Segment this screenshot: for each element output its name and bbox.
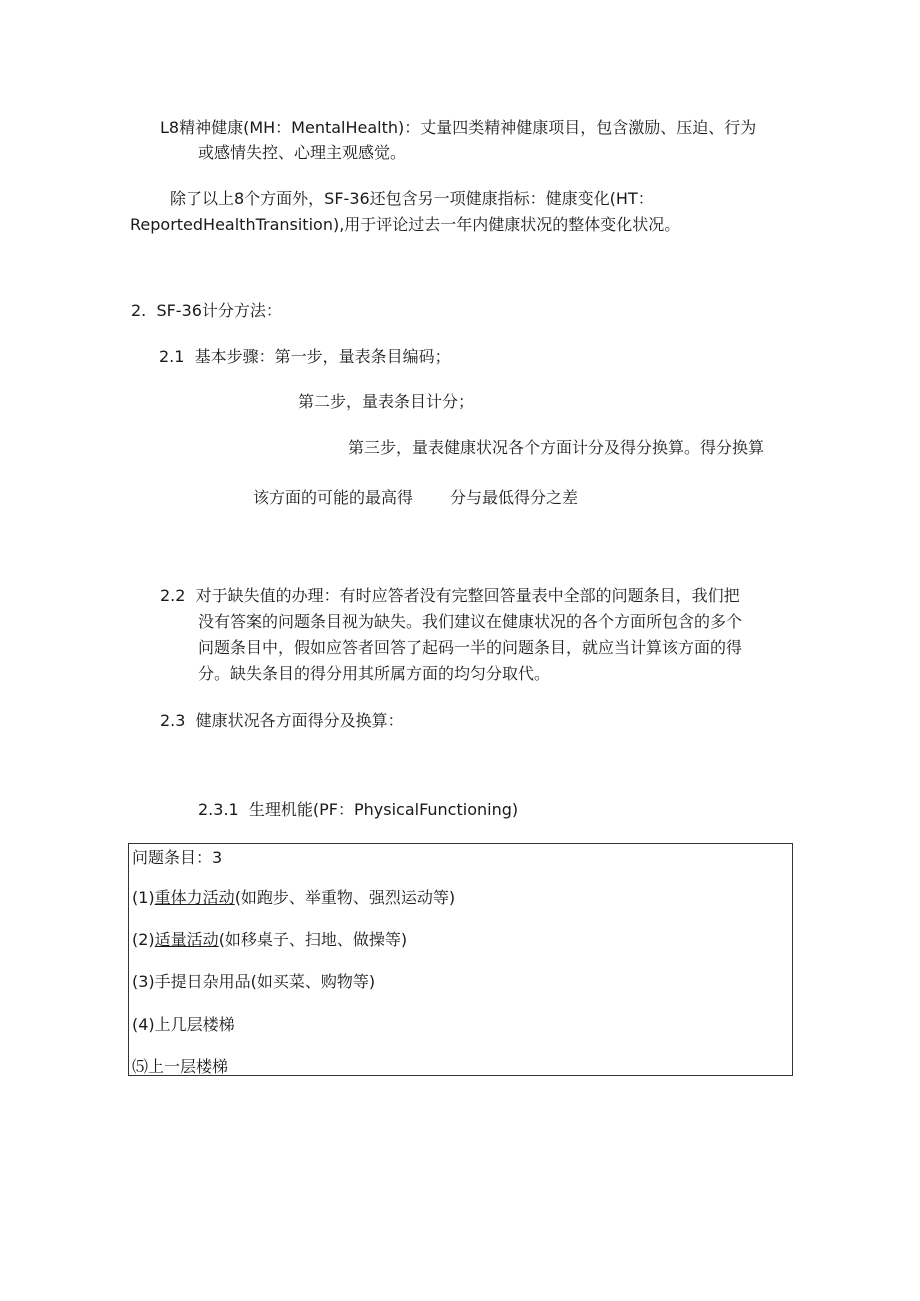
item-text: 上几层楼梯 (154, 1015, 235, 1034)
mh-line-2: 或感情失控、心理主观感觉。 (198, 143, 407, 162)
list-item (132, 1015, 235, 1035)
question-items-table (128, 843, 793, 1076)
item-text: (如跑步、举重物、强烈运动等) (234, 888, 456, 907)
mh-line-1: L8精神健康(MH：MentalHealth)：丈量四类精神健康项目，包含激励、压迫、行为 (160, 118, 757, 137)
step-2: 第二步，量表条目计分； (298, 392, 475, 411)
list-item (132, 972, 375, 992)
ht-line-1: 除了以上8个方面外，SF-36还包含另一项健康指标：健康变化(HT： (170, 189, 654, 208)
item-text: 上一层楼梯 (148, 1057, 229, 1076)
s22-line-3: 问题条目中，假如应答者回答了起码一半的问题条目，就应当计算该方面的得 (198, 638, 743, 657)
section-2-3: 2.3 健康状况各方面得分及换算： (160, 711, 404, 730)
item-number: (2) (132, 930, 155, 949)
list-item (132, 1057, 228, 1077)
section-2-3-1: 2.3.1 生理机能(PF：PhysicalFunctioning) (198, 800, 519, 819)
item-underlined: 重体力活动 (154, 888, 235, 907)
item-number: ⑸ (132, 1057, 149, 1076)
formula-left: 该方面的可能的最高得 (253, 488, 414, 507)
step-3: 第三步，量表健康状况各个方面计分及得分换算。得分换算 (348, 438, 765, 457)
item-number: (3) (132, 972, 155, 991)
list-item (132, 888, 455, 908)
item-number: (1) (132, 888, 155, 907)
s22-line-1: 2.2 对于缺失值的办理：有时应答者没有完整回答量表中全部的问题条目，我们把 (160, 586, 740, 605)
ht-line-2: ReportedHealthTransition),用于评论过去一年内健康状况的整体变化状况。 (130, 215, 681, 234)
item-underlined: 适量活动 (154, 930, 219, 949)
item-text: 手提日杂用品(如买菜、购物等) (154, 972, 376, 991)
s22-line-2: 没有答案的问题条目视为缺失。我们建议在健康状况的各个方面所包含的多个 (198, 612, 743, 631)
item-number: (4) (132, 1015, 155, 1034)
section-2-heading: 2. SF-36计分方法： (131, 301, 282, 320)
item-text: (如移桌子、扫地、做操等) (218, 930, 408, 949)
table-header: 问题条目：3 (132, 848, 223, 867)
list-item (132, 930, 407, 950)
s22-line-4: 分。缺失条目的得分用其所属方面的均匀分取代。 (198, 664, 551, 683)
formula-right: 分与最低得分之差 (450, 488, 579, 507)
section-2-1: 2.1 基本步骤：第一步，量表条目编码； (159, 347, 451, 366)
